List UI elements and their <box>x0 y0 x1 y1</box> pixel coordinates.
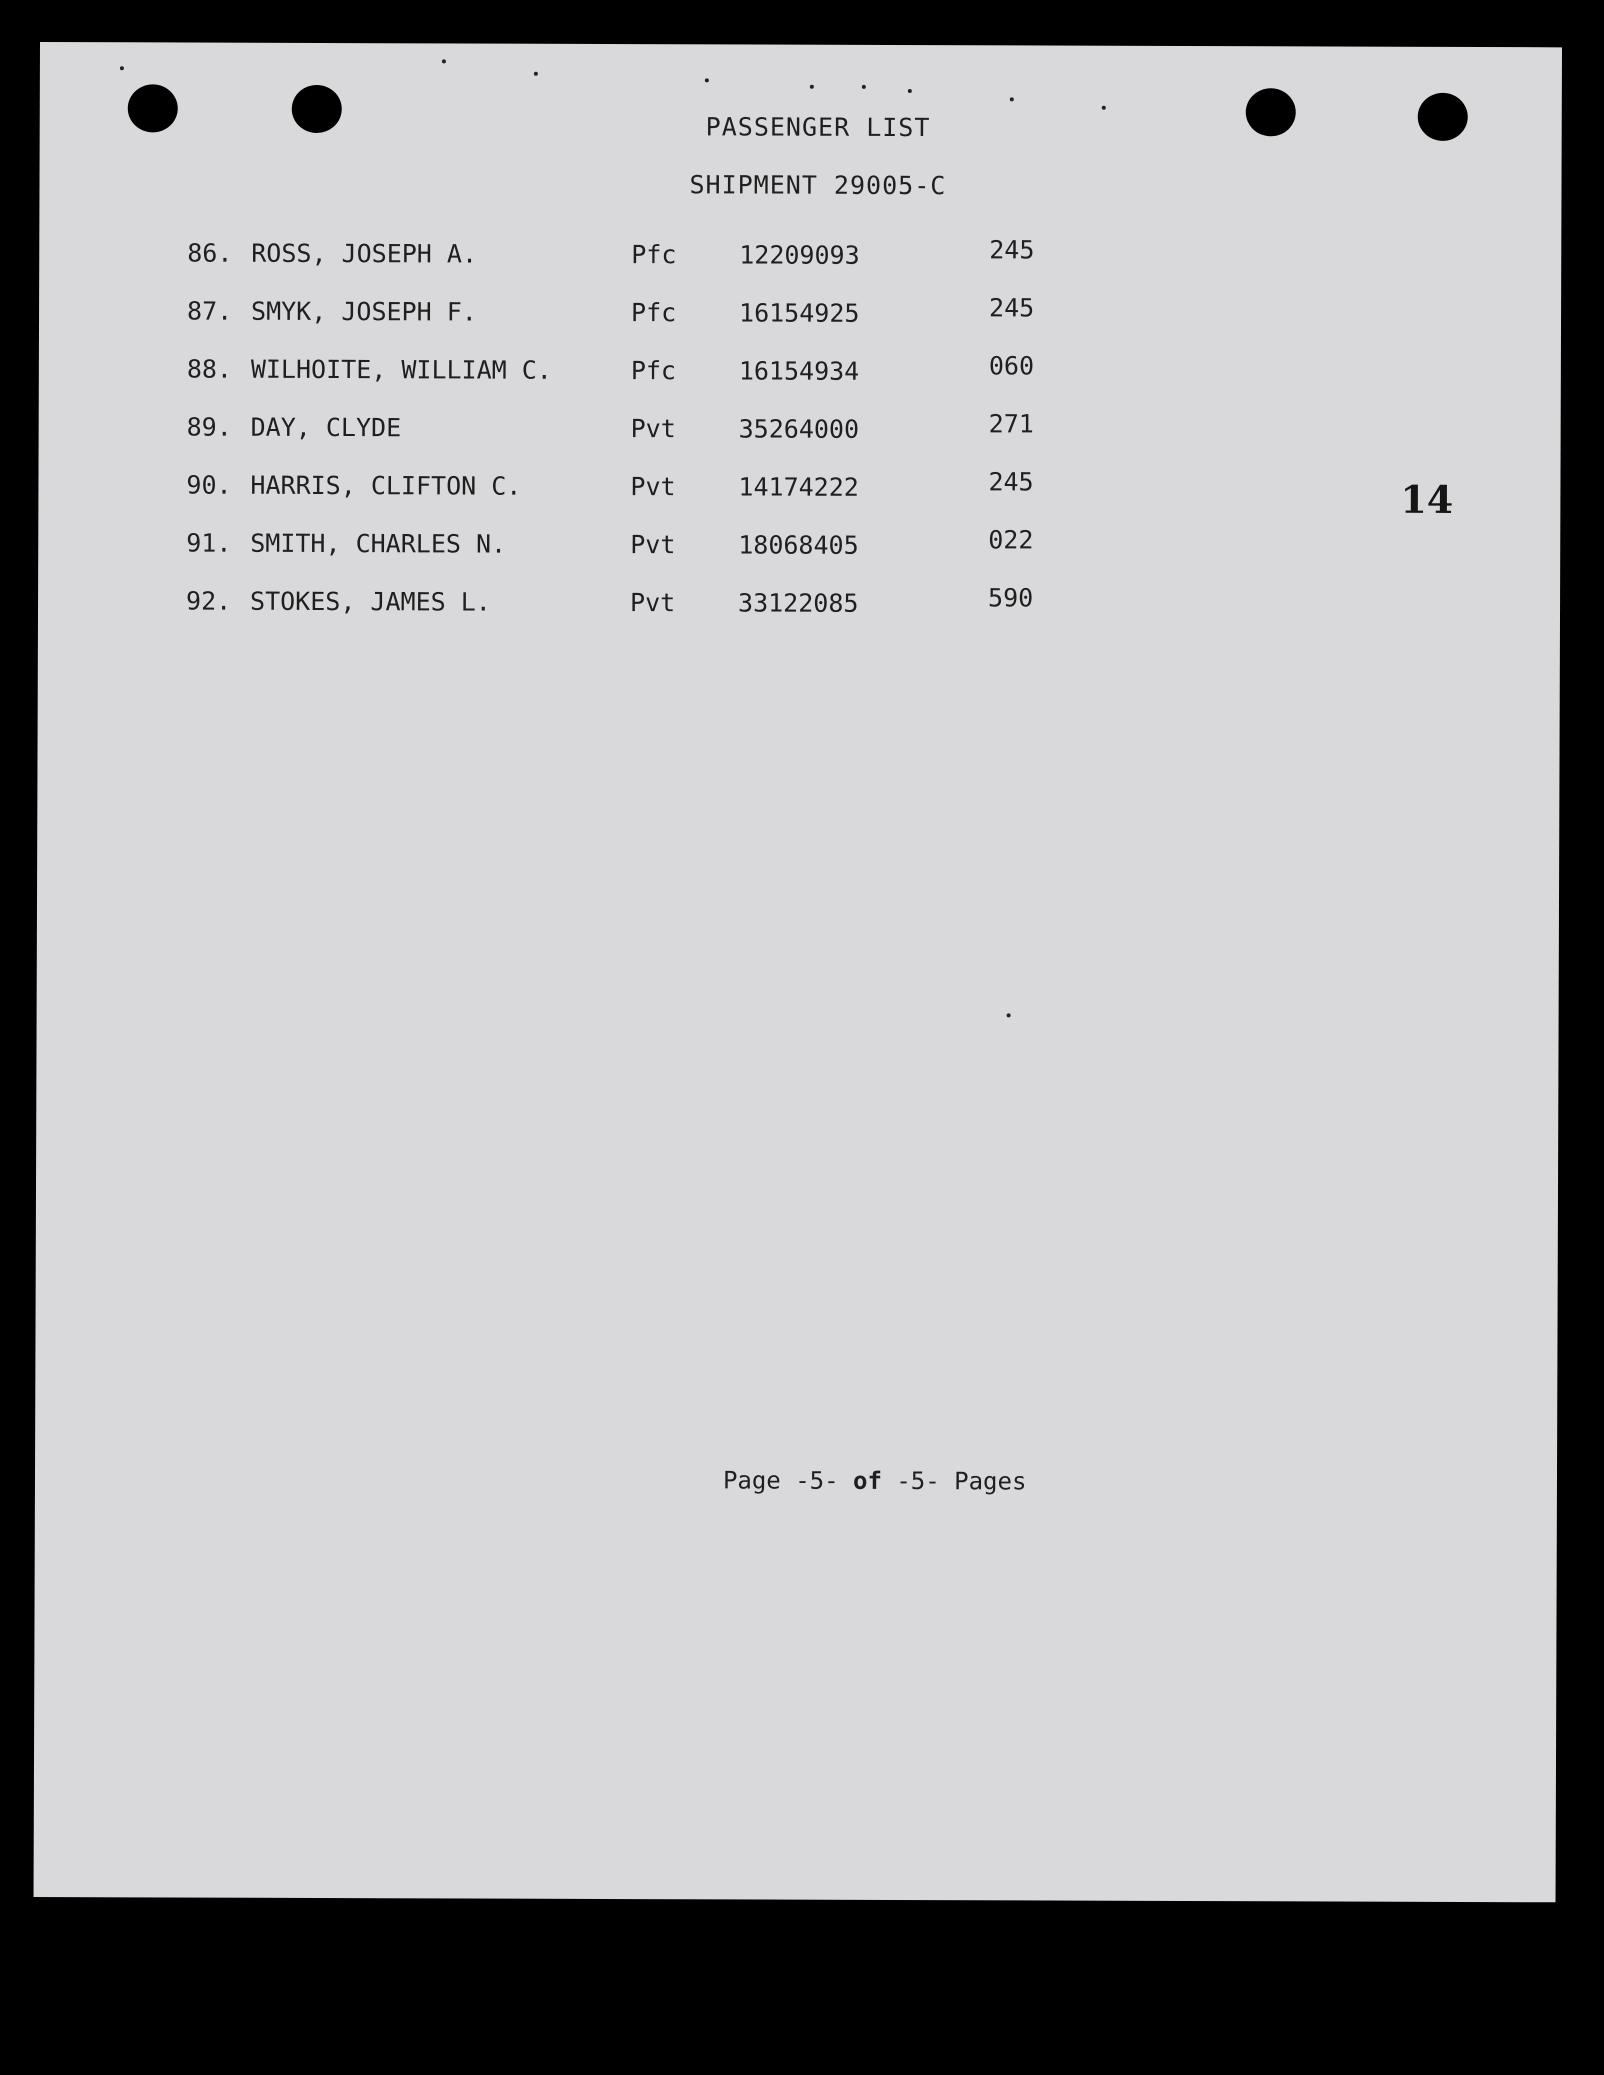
document-subheading: SHIPMENT 29005-C <box>689 170 947 201</box>
row-number: 88. <box>186 354 233 384</box>
list-row <box>39 351 1561 399</box>
footer-suffix: -5- Pages <box>896 1466 1027 1496</box>
speck-7 <box>908 89 912 93</box>
row-number: 86. <box>187 238 233 268</box>
page-footer <box>723 1466 1027 1495</box>
punch-hole-1 <box>128 84 178 132</box>
speck-3 <box>534 72 538 76</box>
speck-2 <box>442 59 446 63</box>
row-code: 245 <box>989 293 1035 323</box>
list-row <box>38 583 1560 631</box>
row-name: STOKES, JAMES L. <box>249 586 491 617</box>
row-code: 245 <box>988 467 1034 497</box>
list-row <box>39 293 1561 341</box>
speck-9 <box>1102 106 1106 110</box>
row-rank: Pfc <box>631 240 677 270</box>
row-serial: 18068405 <box>738 530 859 560</box>
list-row <box>38 467 1560 515</box>
row-serial: 14174222 <box>738 472 859 502</box>
row-rank: Pvt <box>630 530 676 560</box>
row-serial: 12209093 <box>739 240 860 270</box>
row-name: SMYK, JOSEPH F. <box>251 296 477 327</box>
row-name: SMITH, CHARLES N. <box>250 528 507 559</box>
row-serial: 16154925 <box>739 298 860 328</box>
row-serial: 33122085 <box>737 588 859 618</box>
speck-10 <box>1007 1013 1011 1017</box>
row-serial: 16154934 <box>738 356 860 386</box>
footer-of: of <box>852 1466 882 1495</box>
list-row <box>39 409 1561 457</box>
row-rank: Pfc <box>630 356 677 386</box>
speck-5 <box>810 85 814 89</box>
row-name: WILHOITE, WILLIAM C. <box>250 354 552 385</box>
punch-hole-4 <box>1418 93 1468 141</box>
row-number: 89. <box>186 412 232 442</box>
row-number: 90. <box>186 470 232 500</box>
speck-4 <box>705 78 709 82</box>
list-row <box>38 525 1560 573</box>
row-code: 590 <box>988 583 1034 613</box>
row-serial: 35264000 <box>738 414 860 444</box>
row-code: 245 <box>989 235 1035 265</box>
footer-prefix: Page -5- <box>722 1466 839 1495</box>
row-rank: Pvt <box>630 472 676 502</box>
row-code: 022 <box>988 525 1034 555</box>
row-rank: Pvt <box>630 414 676 444</box>
row-rank: Pvt <box>629 588 676 618</box>
row-code: 271 <box>988 409 1034 439</box>
row-number: 87. <box>187 296 233 326</box>
row-name: HARRIS, CLIFTON C. <box>250 470 522 501</box>
speck-6 <box>862 85 866 89</box>
punch-hole-3 <box>1246 88 1296 136</box>
page-stamp-number: 14 <box>1400 476 1454 522</box>
speck-8 <box>1010 97 1014 101</box>
document-heading: PASSENGER LIST <box>705 112 931 143</box>
row-name: ROSS, JOSEPH A. <box>251 238 478 269</box>
speck-1 <box>120 66 124 70</box>
punch-hole-2 <box>292 85 342 133</box>
row-name: DAY, CLYDE <box>250 412 402 443</box>
list-row <box>39 235 1561 283</box>
document-page <box>34 42 1562 1902</box>
row-number: 92. <box>185 586 232 616</box>
row-code: 060 <box>988 351 1035 381</box>
row-number: 91. <box>186 528 232 558</box>
row-rank: Pfc <box>631 298 677 328</box>
